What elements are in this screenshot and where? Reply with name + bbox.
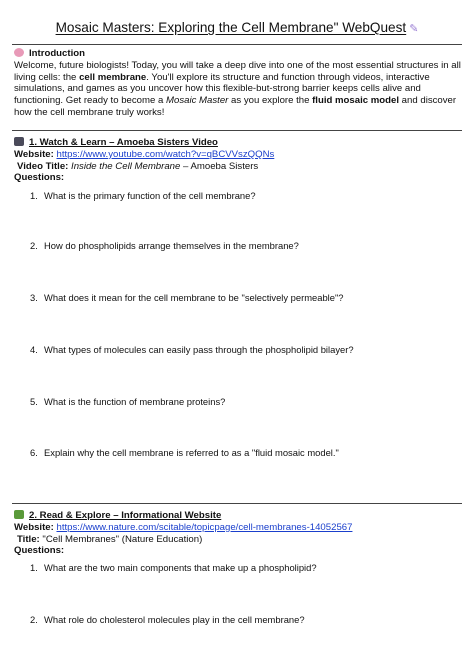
section-1 (14, 137, 464, 184)
question-item (30, 614, 450, 625)
question-number: 3. (30, 292, 38, 303)
intro-text: . You'll explore its structure and function through videos, interactive simulations, and games as you uncover how this flexible-but-strong barrier keeps cells alive and functioning. Get ready to become a (14, 71, 430, 107)
question-text: What does it mean for the cell membrane to be "selectively permeable"? (44, 292, 344, 303)
website-link[interactable]: https://www.youtube.com/watch?v=qBCVVszQQNs (56, 148, 275, 160)
section-1-website-row (14, 149, 464, 161)
section-1-heading: 1. Watch & Learn – Amoeba Sisters Video (29, 137, 218, 148)
question-number: 1. (30, 190, 38, 201)
section-2-heading-row (14, 510, 464, 522)
divider (12, 130, 462, 131)
video-title: Inside the Cell Membrane (71, 160, 181, 172)
website-label: Website: (14, 148, 54, 160)
section-2 (14, 510, 464, 557)
question-item (30, 344, 450, 355)
intro-paragraph (14, 60, 464, 119)
intro-bold-term: fluid mosaic model (312, 95, 400, 107)
question-text: What are the two main components that make up a phospholipid? (44, 562, 317, 573)
books-icon (14, 510, 24, 519)
article-title-label: Title: (17, 533, 40, 545)
questions-label: Questions: (14, 545, 65, 557)
intro-bold-term: cell membrane (79, 71, 147, 83)
intro-text: Welcome, future biologists! Today, you will take a deep dive into one of the most essential structures in all living cells: the (14, 59, 461, 83)
pencil-icon: ✎ (409, 23, 419, 35)
question-number: 2. (30, 240, 38, 251)
question-text: What is the primary function of the cell membrane? (44, 190, 256, 201)
article-title: "Cell Membranes" (Nature Education) (42, 533, 203, 545)
intro-section (14, 48, 464, 119)
question-item (30, 240, 450, 251)
document-title-row (0, 20, 474, 35)
intro-italic-term: Mosaic Master (166, 95, 229, 107)
question-number: 5. (30, 396, 38, 407)
divider (12, 503, 462, 504)
intro-heading: Introduction (29, 48, 85, 59)
divider (12, 44, 462, 45)
question-number: 6. (30, 447, 38, 458)
question-item (30, 562, 450, 573)
video-title-source: – Amoeba Sisters (180, 160, 259, 172)
intro-text: as you explore the (228, 95, 313, 107)
question-item (30, 396, 450, 407)
question-item (30, 190, 450, 201)
question-text: Explain why the cell membrane is referred to as a "fluid mosaic model." (44, 447, 339, 458)
section-1-video-title-row (14, 161, 464, 173)
document-title: Mosaic Masters: Exploring the Cell Membrane" WebQuest (55, 20, 407, 35)
question-item (30, 447, 450, 458)
question-number: 2. (30, 614, 38, 625)
website-link[interactable]: https://www.nature.com/scitable/topicpage/cell-membranes-14052567 (56, 521, 353, 533)
website-label: Website: (14, 521, 54, 533)
question-item (30, 292, 450, 303)
intro-heading-row (14, 48, 464, 60)
video-title-label: Video Title: (17, 160, 69, 172)
section-2-title-row (14, 534, 464, 546)
question-text: How do phospholipids arrange themselves in the membrane? (44, 240, 299, 251)
section-1-heading-row (14, 137, 464, 149)
section-2-website-row (14, 522, 464, 534)
questions-label: Questions: (14, 172, 65, 184)
question-text: What is the function of membrane proteins? (44, 396, 226, 407)
brain-icon (14, 48, 24, 57)
film-icon (14, 137, 24, 146)
question-text: What role do cholesterol molecules play in the cell membrane? (44, 614, 305, 625)
question-number: 1. (30, 562, 38, 573)
question-number: 4. (30, 344, 38, 355)
intro-text: and discover how the cell membrane truly works! (14, 95, 457, 118)
question-text: What types of molecules can easily pass through the phospholipid bilayer? (44, 344, 354, 355)
section-2-heading: 2. Read & Explore – Informational Website (29, 510, 222, 521)
